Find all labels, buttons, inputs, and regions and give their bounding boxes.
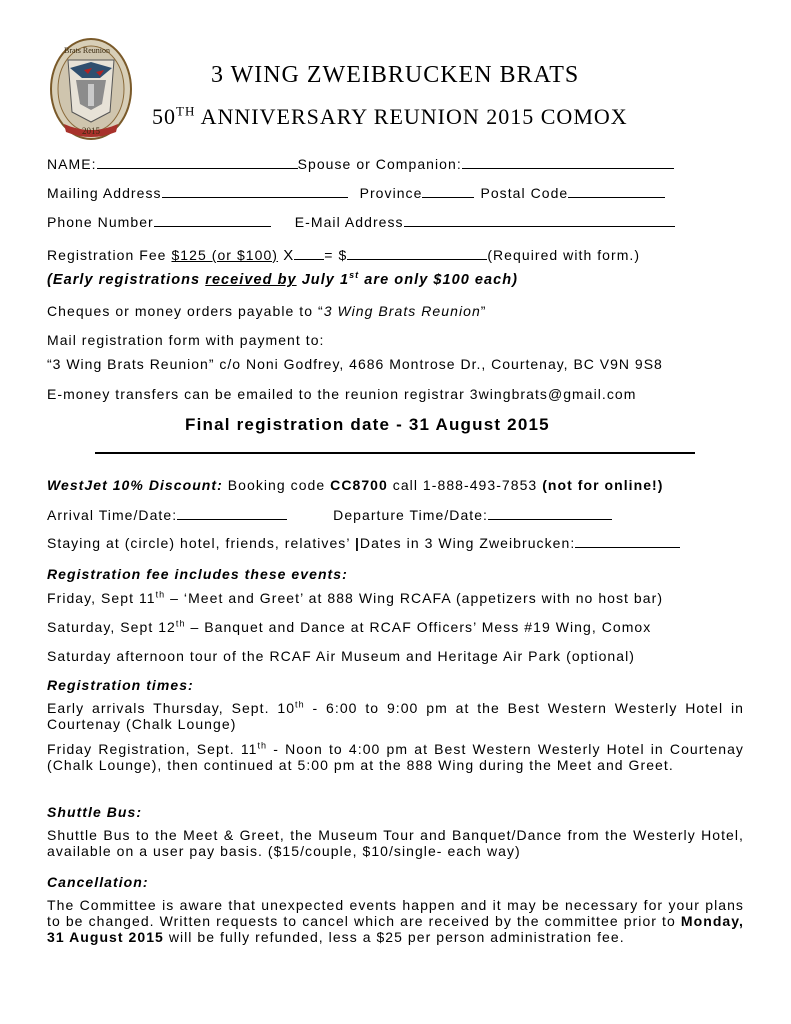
reg-total-field[interactable] xyxy=(347,247,487,260)
cancellation-text-2: will be fully refunded, less a $25 per person administration fee. xyxy=(163,929,625,945)
final-registration-date: Final registration date - 31 August 2015 xyxy=(185,415,550,434)
events-heading: Registration fee includes these events: xyxy=(47,566,348,582)
phone-label: Phone Number xyxy=(47,214,154,230)
cancellation-heading: Cancellation: xyxy=(47,874,149,890)
early-registration-note xyxy=(47,272,518,288)
westjet-label: WestJet 10% Discount: xyxy=(47,477,223,493)
reg-fee-amount: $125 (or $100) xyxy=(171,247,279,263)
name-label: NAME: xyxy=(47,156,97,172)
times-early xyxy=(47,700,744,732)
reg-quantity-field[interactable] xyxy=(294,247,324,260)
reg-equals: = $ xyxy=(324,247,348,263)
reunion-logo xyxy=(50,38,132,140)
early-sup: st xyxy=(349,270,360,281)
divider-line xyxy=(95,452,695,454)
cheques-line xyxy=(47,303,487,319)
times-early-text: - 6:00 to 9:00 pm at the Best Western Westerly Hotel in Courtenay (Chalk Lounge) xyxy=(47,700,744,732)
subtitle-sup: TH xyxy=(176,103,196,119)
event-saturday-sup: th xyxy=(175,618,186,629)
times-early-date: Early arrivals Thursday, Sept. 10 xyxy=(47,700,296,716)
phone-row xyxy=(47,214,675,230)
westjet-note: (not for online!) xyxy=(542,477,664,493)
westjet-line xyxy=(47,477,663,493)
mail-label: Mail registration form with payment to: xyxy=(47,332,325,348)
dates-label: Dates in 3 Wing Zweibrucken: xyxy=(359,535,576,551)
reg-multiply: X xyxy=(278,247,295,264)
name-field[interactable] xyxy=(97,156,298,169)
reg-fee-row xyxy=(47,247,640,264)
logo-top-text: Brats Reunion xyxy=(64,46,110,55)
subtitle-number: 50 xyxy=(152,104,176,129)
event-friday-text: – ‘Meet and Greet’ at 888 Wing RCAFA (appetizers with no host bar) xyxy=(165,590,664,606)
event-tour: Saturday afternoon tour of the RCAF Air Museum and Heritage Air Park (optional) xyxy=(47,648,635,664)
event-saturday-text: – Banquet and Dance at RCAF Officers’ Mess #19 Wing, Comox xyxy=(185,619,652,635)
cancellation-deadline: Monday, 31 August 2015 xyxy=(47,913,744,945)
event-friday-date: Friday, Sept 11 xyxy=(47,590,156,606)
times-friday-date: Friday Registration, Sept. 11 xyxy=(47,741,258,757)
cancellation-text-1: The Committee is aware that unexpected events happen and it may be necessary for your plans to be changed. Written requests to cancel which are received by the committee prior to xyxy=(47,897,744,929)
reg-required-note: (Required with form.) xyxy=(487,247,641,263)
mail-address: “3 Wing Brats Reunion” c/o Noni Godfrey, 4686 Montrose Dr., Courtenay, BC V9N 9S8 xyxy=(47,356,663,372)
mailing-label: Mailing Address xyxy=(47,185,162,201)
reg-fee-label: Registration Fee xyxy=(47,247,172,263)
province-field[interactable] xyxy=(422,185,474,198)
arrival-label: Arrival Time/Date: xyxy=(47,507,178,523)
emoney-line: E-money transfers can be emailed to the reunion registrar 3wingbrats@gmail.com xyxy=(47,386,637,402)
westjet-text-1: Booking code xyxy=(222,477,331,493)
event-saturday-date: Saturday, Sept 12 xyxy=(47,619,176,635)
times-friday-text: - Noon to 4:00 pm at Best Western Westerly Hotel in Courtenay (Chalk Lounge), then continued at 5:00 pm at the 888 Wing during the Meet and Greet. xyxy=(47,741,744,773)
logo-year: 2015 xyxy=(82,126,100,136)
cheques-prefix: Cheques or money orders payable to “ xyxy=(47,303,324,319)
westjet-phone: call 1-888-493-7853 xyxy=(387,477,543,493)
staying-row xyxy=(47,535,680,551)
staying-separator: | xyxy=(354,535,360,551)
event-saturday xyxy=(47,619,651,635)
spouse-field[interactable] xyxy=(462,156,674,169)
early-text-1: (Early registrations xyxy=(47,272,206,288)
staying-label: Staying at (circle) hotel, friends, relatives’ xyxy=(47,535,355,551)
subtitle-rest: ANNIVERSARY REUNION 2015 COMOX xyxy=(195,104,628,129)
early-text-4: are only $100 each) xyxy=(359,272,519,288)
times-heading: Registration times: xyxy=(47,677,194,693)
shuttle-heading: Shuttle Bus: xyxy=(47,804,143,820)
early-text-3: July 1 xyxy=(296,272,350,288)
mailing-field[interactable] xyxy=(162,185,348,198)
times-early-sup: th xyxy=(295,699,305,710)
departure-field[interactable] xyxy=(488,507,612,520)
departure-label: Departure Time/Date: xyxy=(333,507,488,523)
arrival-field[interactable] xyxy=(177,507,287,520)
postal-label: Postal Code xyxy=(480,185,569,201)
times-friday-sup: th xyxy=(257,740,268,751)
phone-field[interactable] xyxy=(154,214,271,227)
spouse-label: Spouse or Companion: xyxy=(297,156,462,172)
cancellation-text xyxy=(47,897,744,945)
event-friday xyxy=(47,590,663,606)
event-friday-sup: th xyxy=(155,589,166,600)
email-label: E-Mail Address xyxy=(294,214,404,230)
page-subtitle xyxy=(152,104,628,130)
email-field[interactable] xyxy=(404,214,675,227)
mailing-row xyxy=(47,185,665,201)
province-label: Province xyxy=(359,185,423,201)
dates-field[interactable] xyxy=(575,535,680,548)
cheques-suffix: ” xyxy=(480,303,487,319)
name-row xyxy=(47,156,674,172)
arrival-row xyxy=(47,507,612,523)
shuttle-text: Shuttle Bus to the Meet & Greet, the Museum Tour and Banquet/Dance from the Westerly Hotel, available on a user pay basis. ($15/couple, $10/single- each way) xyxy=(47,827,744,859)
cheques-payee: 3 Wing Brats Reunion xyxy=(323,303,481,319)
times-friday xyxy=(47,741,744,773)
westjet-code: CC8700 xyxy=(330,477,388,493)
postal-field[interactable] xyxy=(568,185,665,198)
page-title: 3 WING ZWEIBRUCKEN BRATS xyxy=(211,62,580,88)
early-text-underlined: received by xyxy=(205,272,297,288)
